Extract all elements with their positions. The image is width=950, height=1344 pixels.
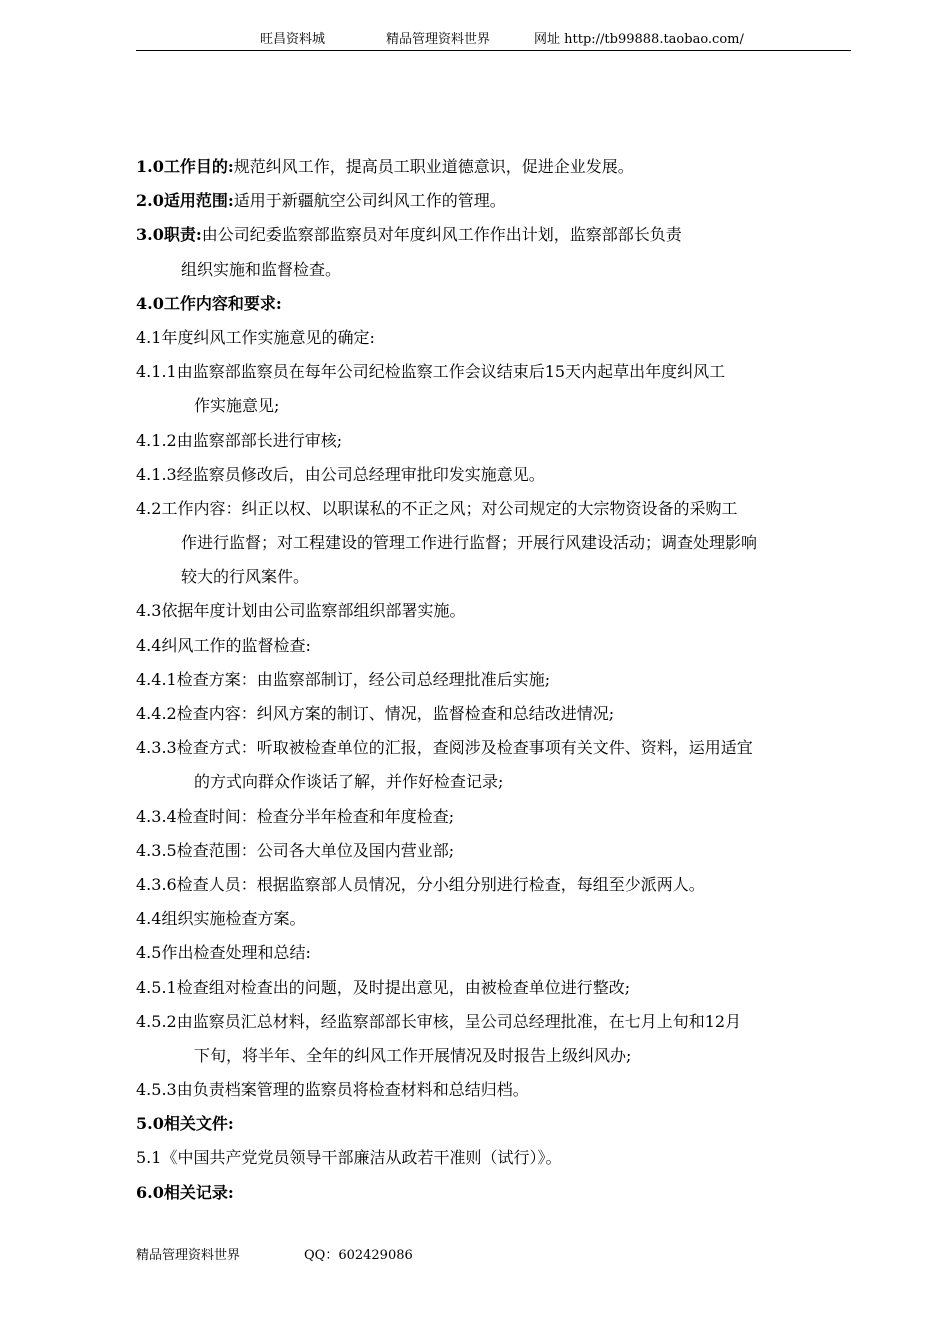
item-4-1-3: 4.1.3经监察员修改后，由公司总经理审批印发实施意见。 <box>136 464 545 484</box>
section-2 <box>136 184 851 218</box>
item-4-1-1: 4.1.1由监察部监察员在每年公司纪检监察工作会议结束后15天内起草出年度纠风工 <box>136 362 726 382</box>
item-4-2: 4.2工作内容：纠正以权、以职谋私的不正之风；对公司规定的大宗物资设备的采购工 <box>136 498 738 518</box>
item-4-1-1-continued: 作实施意见; <box>194 396 280 416</box>
item-4-4: 4.4纠风工作的监督检查: <box>136 635 311 655</box>
item-4-5: 4.5作出检查处理和总结: <box>136 943 311 963</box>
header-site-name: 旺昌资料城 <box>260 32 326 47</box>
item-4-3-5: 4.3.5检查范围：公司各大单位及国内营业部; <box>136 840 455 860</box>
item-4-4-2: 4.4.2检查内容：纠风方案的制订、情况，监督检查和总结改进情况; <box>136 704 615 723</box>
item-4-3-3: 4.3.3检查方式：听取被检查单位的汇报，查阅涉及检查事项有关文件、资料，运用适宜 <box>136 738 753 758</box>
section-5-heading: 5.0相关文件: <box>136 1114 234 1134</box>
item-4-4b: 4.4组织实施检查方案。 <box>136 909 306 929</box>
section-2-text: 适用于新疆航空公司纠风工作的管理。 <box>233 191 506 211</box>
item-4-3-6: 4.3.6检查人员：根据监察部人员情况，分小组分别进行检查，每组至少派两人。 <box>136 874 705 894</box>
section-1-text: 规范纠风工作，提高员工职业道德意识，促进企业发展。 <box>233 157 634 176</box>
section-3-label: 3.0职责: <box>136 225 202 245</box>
section-1-label: 1.0工作目的: <box>136 157 234 176</box>
page-header <box>136 30 851 51</box>
section-3-text: 由公司纪委监察部监察员对年度纠风工作作出计划，监察部部长负责 <box>201 225 682 245</box>
item-4-5-2-continued: 下旬，将半年、全年的纠风工作开展情况及时报告上级纠风办; <box>194 1045 632 1065</box>
section-2-label: 2.0适用范围: <box>136 191 234 211</box>
section-4-heading: 4.0工作内容和要求: <box>136 293 282 313</box>
item-4-5-1: 4.5.1检查组对检查出的问题，及时提出意见，由被检查单位进行整改; <box>136 977 631 997</box>
header-url: 网址 http://tb99888.taobao.com/ <box>534 32 744 47</box>
item-4-3-4: 4.3.4检查时间：检查分半年检查和年度检查; <box>136 806 455 826</box>
item-4-3: 4.3依据年度计划由公司监察部组织部署实施。 <box>136 601 466 621</box>
item-4-1: 4.1年度纠风工作实施意见的确定: <box>136 327 375 347</box>
section-3 <box>136 218 851 252</box>
item-4-5-2: 4.5.2由监察员汇总材料，经监察部部长审核，呈公司总经理批准，在七月上旬和12月 <box>136 1011 742 1031</box>
item-4-2-continued-2: 较大的行风案件。 <box>181 567 310 587</box>
header-shop-name: 精品管理资料世界 <box>386 32 491 47</box>
footer-qq: QQ：602429086 <box>304 1248 413 1263</box>
section-6-heading: 6.0相关记录: <box>136 1182 234 1202</box>
item-4-1-2: 4.1.2由监察部部长进行审核; <box>136 430 343 450</box>
item-4-3-3-continued: 的方式向群众作谈话了解，并作好检查记录; <box>194 772 504 792</box>
item-4-5-3: 4.5.3由负责档案管理的监察员将检查材料和总结归档。 <box>136 1080 529 1100</box>
section-1 <box>136 150 851 184</box>
footer-shop-name: 精品管理资料世界 <box>136 1248 241 1263</box>
item-5-1: 5.1《中国共产党党员领导干部廉洁从政若干准则（试行）》。 <box>136 1148 562 1168</box>
document-body <box>136 150 851 1210</box>
section-3-continued: 组织实施和监督检查。 <box>181 259 342 279</box>
item-4-4-1: 4.4.1检查方案：由监察部制订，经公司总经理批准后实施; <box>136 669 551 689</box>
item-4-2-continued-1: 作进行监督；对工程建设的管理工作进行监督；开展行风建设活动；调查处理影响 <box>181 533 758 553</box>
